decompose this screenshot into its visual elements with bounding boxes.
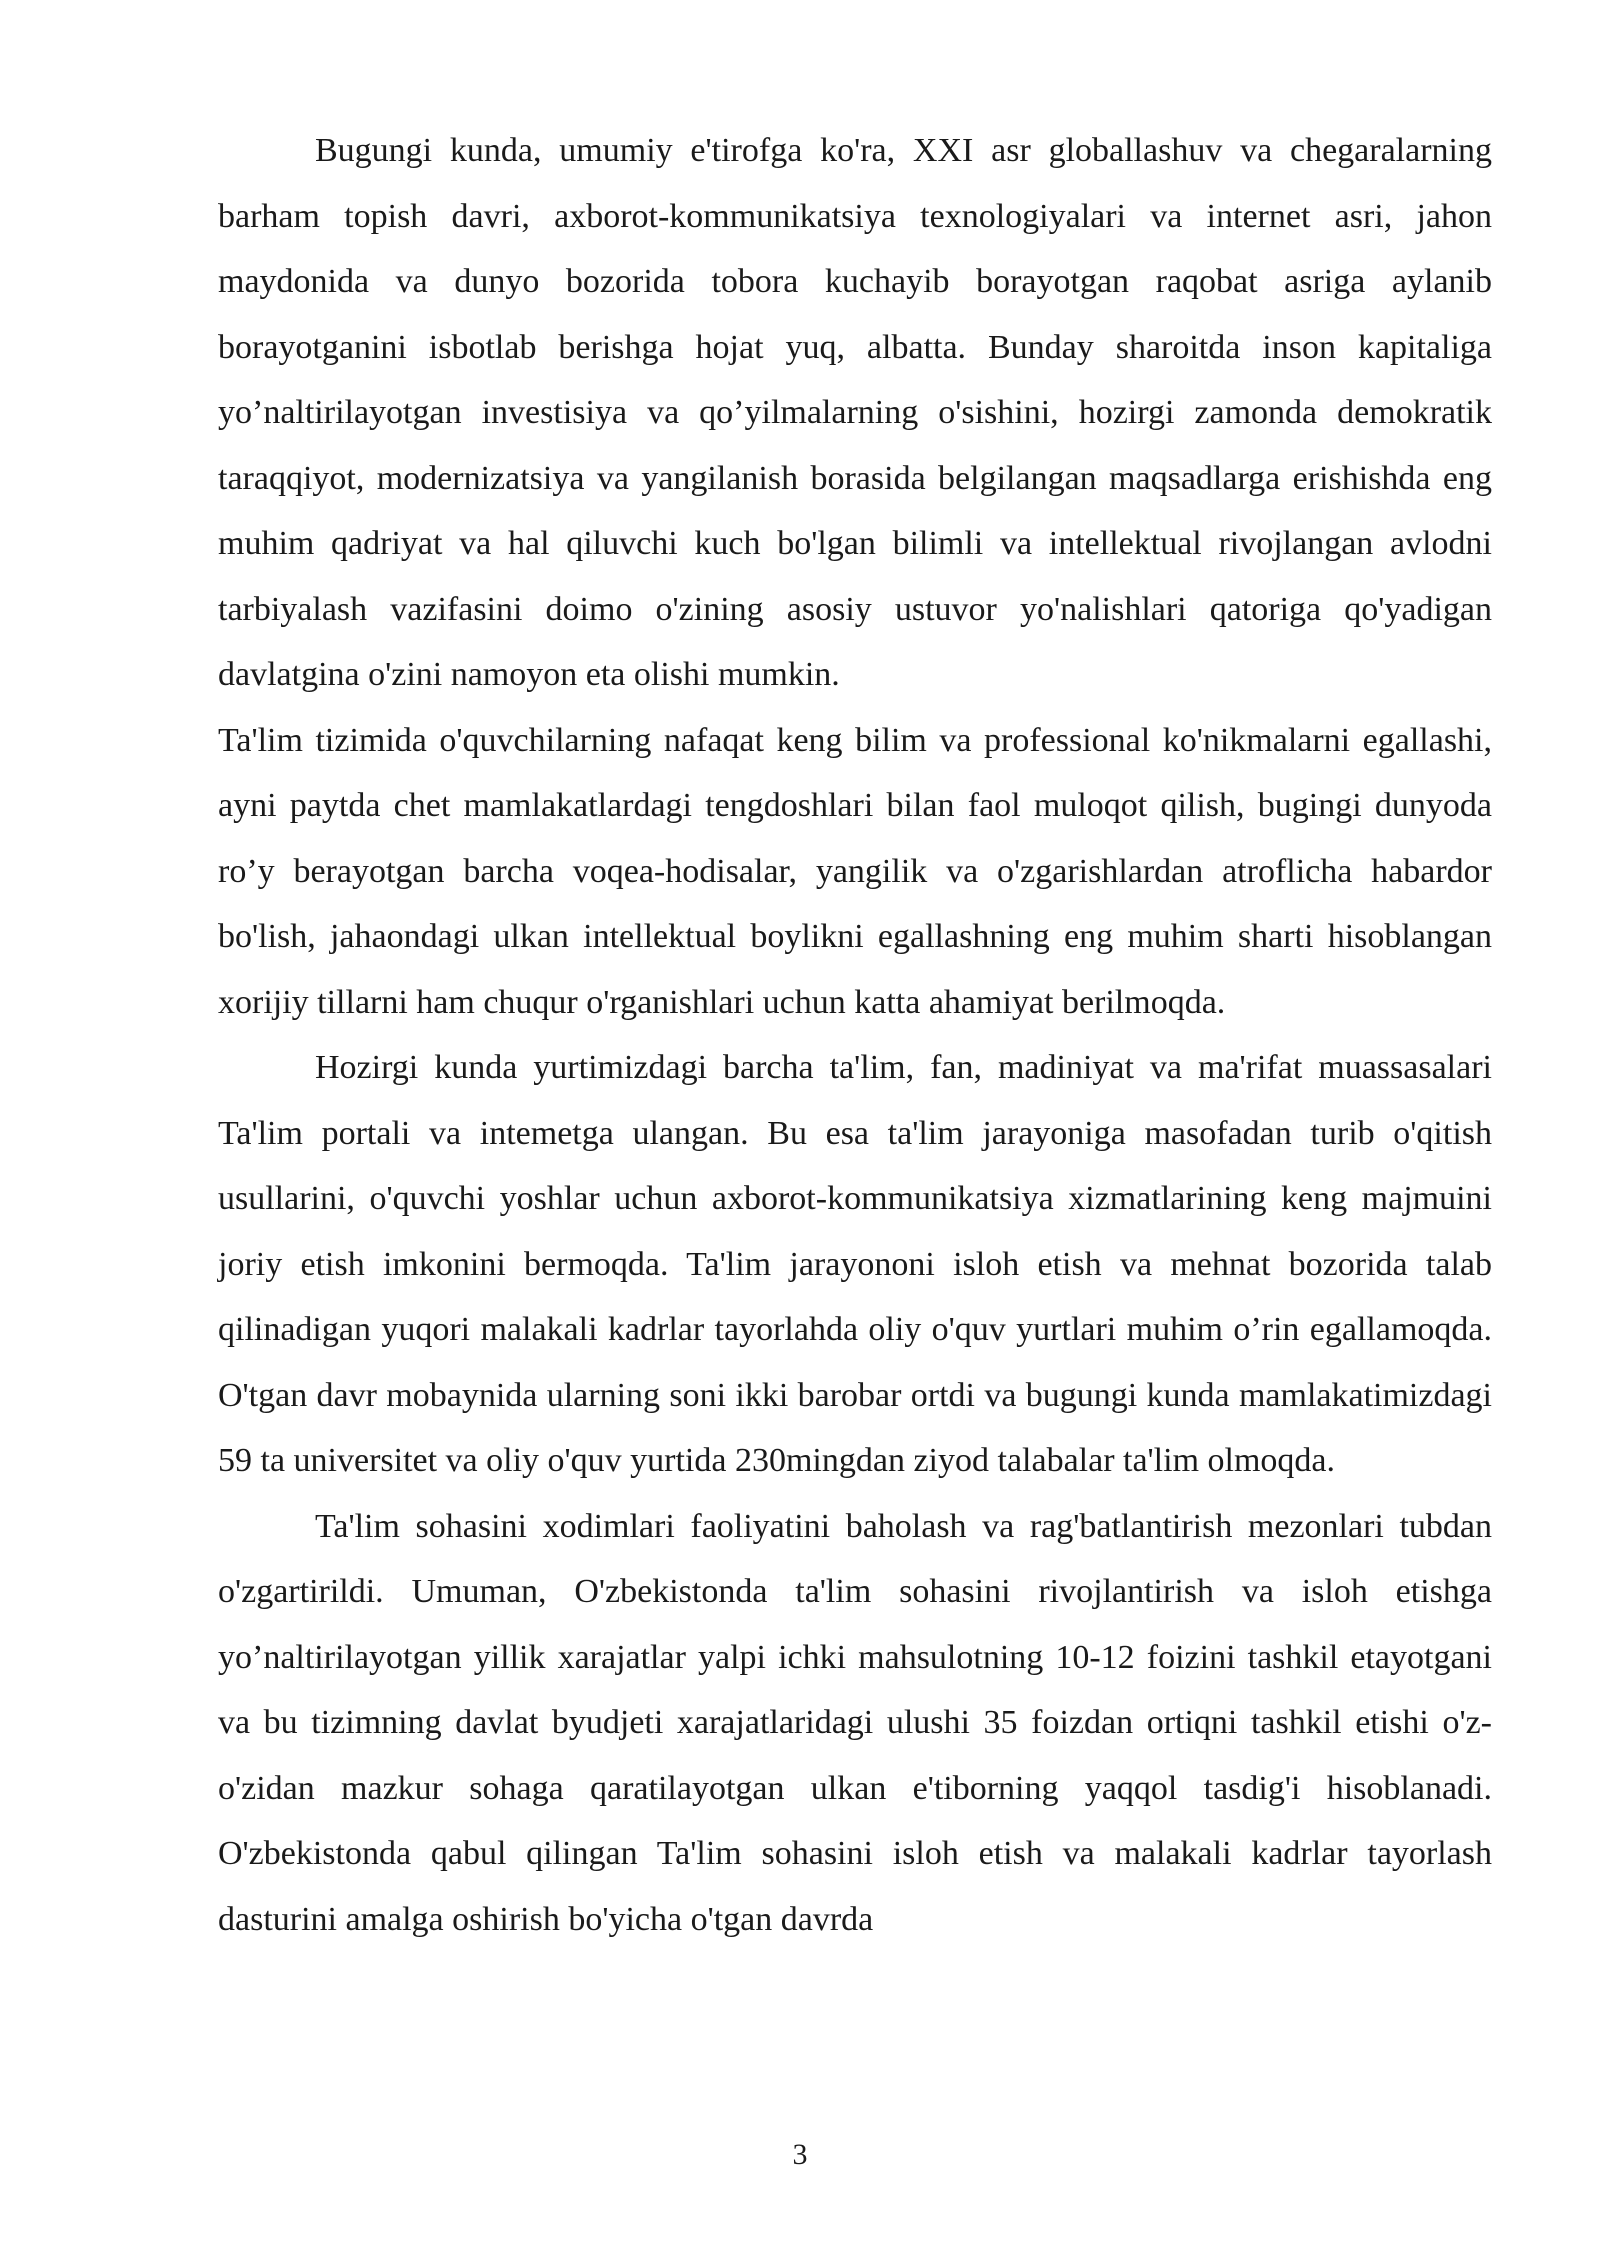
paragraph-2: Ta'lim tizimida o'quvchilarning nafaqat keng bilim va professional ko'nikmalarni egallashi, ayni paytda chet mamlakatlardagi tengdoshlari bilan faol muloqot qilish, bugingi dunyoda ro’y berayotgan barcha voqea-hodisalar, yangilik va o'zgarishlardan atroflicha habardor bo'lish, jahaondagi ulkan intellektual boylikni egallashning eng muhim sharti hisoblangan xorijiy tillarni ham chuqur o'rganishlari uchun katta ahamiyat berilmoqda. <box>218 721 1492 1021</box>
paragraph-3: Hozirgi kunda yurtimizdagi barcha ta'lim, fan, madiniyat va ma'rifat muassasalari Ta'lim portali va intemetga ulangan. Bu esa ta'lim jarayoniga masofadan turib o'qitish usullarini, o'quvchi yoshlar uchun axborot-kommunikatsiya xizmatlarining keng majmuini joriy etish imkonini bermoqda. Ta'lim jarayononi isloh etish va mehnat bozorida talab qilinadigan yuqori malakali kadrlar tayorlahda oliy o'quv yurtlari muhim o’rin egallamoqda. O'tgan davr mobaynida ularning soni ikki barobar ortdi va bugungi kunda mamlakatimizdagi 59 ta universitet va oliy o'quv yurtida 230mingdan ziyod talabalar ta'lim olmoqda. <box>218 1049 1492 1479</box>
paragraph-4: Ta'lim sohasini xodimlari faoliyatini baholash va rag'batlantirish mezonlari tubdan o'zgartirildi. Umuman, O'zbekistonda ta'lim sohasini rivojlantirish va isloh etishga yo’naltirilayotgan yillik xarajatlar yalpi ichki mahsulotning 10-12 foizini tashkil etayotgani va bu tizimning davlat byudjeti xarajatlaridagi ulushi 35 foizdan ortiqni tashkil etishi o'z-o'zidan mazkur sohaga qaratilayotgan ulkan e'tiborning yaqqol tasdig'i hisoblanadi. O'zbekistonda qabul qilingan Ta'lim sohasini isloh etish va malakali kadrlar tayorlash dasturini amalga oshirish bo'yicha o'tgan davrda <box>218 1507 1492 1938</box>
page-number: 3 <box>792 2138 808 2171</box>
document-page <box>218 118 1492 1952</box>
paragraph-1: Bugungi kunda, umumiy e'tirofga ko'ra, XXI asr globallashuv va chegaralarning barham topish davri, axborot-kommunikatsiya texnologiyalari va internet asri, jahon maydonida va dunyo bozorida tobora kuchayib borayotgan raqobat asriga aylanib borayotganini isbotlab berishga hojat yuq, albatta. Bunday sharoitda inson kapitaliga yo’naltirilayotgan investisiya va qo’yilmalarning o'sishini, hozirgi zamonda demokratik taraqqiyot, modernizatsiya va yangilanish borasida belgilangan maqsadlarga erishishda eng muhim qadriyat va hal qiluvchi kuch bo'lgan bilimli va intellektual rivojlangan avlodni tarbiyalash vazifasini doimo o'zining asosiy ustuvor yo'nalishlari qatoriga qo'yadigan davlatgina o'zini namoyon eta olishi mumkin. <box>218 132 1492 693</box>
